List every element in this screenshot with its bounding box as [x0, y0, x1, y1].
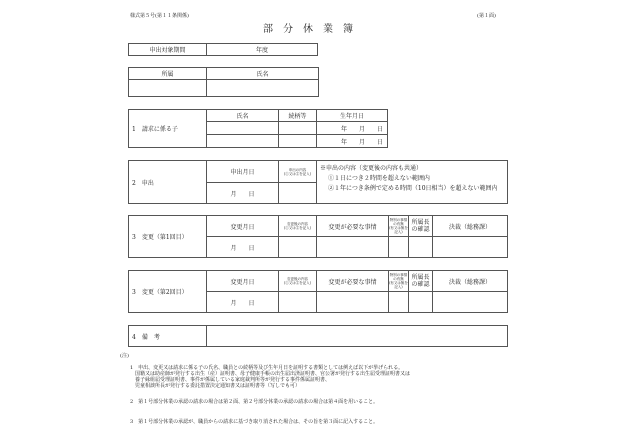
option-2: ②１年につき条例で定める時間（10日相当）を超えない範囲内 [328, 185, 498, 192]
special-sub: (有又は無を記入) [389, 281, 408, 289]
approval-header: 決裁（総務課） [433, 271, 508, 292]
change-reason-header: 変更が必要な事情 [317, 271, 389, 292]
change-reason-field[interactable] [317, 237, 389, 258]
special-header [389, 216, 409, 237]
child-name-header: 氏名 [207, 110, 279, 122]
relation-field[interactable] [279, 122, 317, 135]
period-label: 申出対象期間 [129, 44, 207, 56]
change-date-field[interactable]: 月 日 [207, 292, 279, 313]
note-item: 国籍又は助産師が発行する出生（産）証明書、母子健康手帳の出生届出済証明書、官公署が発行する出生届受理証明書又は [130, 371, 411, 377]
content-header-sub: (①又は②を記入) [283, 171, 312, 176]
dept-header: 所属 [129, 68, 207, 80]
name-field[interactable] [207, 80, 319, 97]
note-item: 養子縁組届受理証明書、事件が係属している家庭裁判所等が発行する事件係属証明書、 [130, 377, 331, 383]
chief-header: 所属長の確認 [409, 216, 433, 237]
note-item: 1 申出、変更又は請求に係る子の氏名、職員との続柄等及び生年月日を証明する書類としては例えば以下が挙げられる。 [130, 365, 404, 371]
period-value[interactable]: 年度 [207, 44, 318, 56]
child-name-field[interactable] [207, 135, 279, 148]
change-date-header: 変更月日 [207, 271, 279, 292]
change-1-table [128, 215, 508, 258]
approval-field[interactable] [433, 237, 508, 258]
option-1: ①１日につき２時間を超えない範囲内 [328, 175, 430, 182]
special-text: 特別の事情の有無 [389, 273, 408, 281]
child-section-label: 1 請求に係る子 [129, 110, 207, 148]
special-header [389, 271, 409, 292]
change-content-text: 変更後の内容 [287, 222, 308, 226]
application-content-header [279, 161, 317, 183]
change-reason-field[interactable] [317, 292, 389, 313]
change-content-field[interactable] [279, 292, 317, 313]
approval-header: 決裁（総務課） [433, 216, 508, 237]
change-2-section-label: 3 変更（第2回目） [129, 271, 207, 313]
special-text: 特別の事情の有無 [389, 218, 408, 226]
period-table [128, 43, 318, 56]
chief-field[interactable] [409, 237, 433, 258]
change-reason-header: 変更が必要な事情 [317, 216, 389, 237]
special-sub: (有又は無を記入) [389, 226, 408, 234]
dept-field[interactable] [129, 80, 207, 97]
change-content-text: 変更後の内容 [287, 277, 308, 281]
birth-field[interactable]: 年 月 日 [317, 135, 388, 148]
page-indicator: (第１面) [477, 13, 496, 19]
relation-header: 続柄等 [279, 110, 317, 122]
notes [120, 353, 410, 425]
notes-heading: (注) [120, 353, 129, 359]
remarks-field[interactable] [207, 326, 508, 347]
change-content-field[interactable] [279, 237, 317, 258]
application-note-cell [317, 161, 508, 204]
application-date-field[interactable]: 月 日 [207, 183, 279, 204]
approval-field[interactable] [433, 292, 508, 313]
change-2-table [128, 270, 508, 313]
name-header: 氏名 [207, 68, 319, 80]
application-note-header: ※申出の内容（変更後の内容も共通） [320, 165, 423, 172]
remarks-label: 4 備 考 [129, 326, 207, 347]
birth-header: 生年月日 [317, 110, 388, 122]
change-date-field[interactable]: 月 日 [207, 237, 279, 258]
change-content-sub: (①又は②を記入) [283, 226, 312, 230]
application-section-label: 2 申出 [129, 161, 207, 204]
change-1-section-label: 3 変更（第1回目） [129, 216, 207, 258]
employee-table [128, 67, 319, 97]
remarks-table [128, 325, 508, 347]
relation-field[interactable] [279, 135, 317, 148]
child-table [128, 109, 388, 148]
note-item: 児童相談所長が発行する委託措置決定通知書又は証明書等（写しでも可） [130, 383, 301, 389]
chief-field[interactable] [409, 292, 433, 313]
change-content-sub: (①又は②を記入) [283, 281, 312, 285]
special-field[interactable] [389, 292, 409, 313]
application-table [128, 160, 508, 204]
application-content-field[interactable] [279, 183, 317, 204]
change-date-header: 変更月日 [207, 216, 279, 237]
birth-field[interactable]: 年 月 日 [317, 122, 388, 135]
special-field[interactable] [389, 237, 409, 258]
content-header-text: 申出の内容 [288, 167, 307, 172]
note-item: 2 第１号部分休業の承認の請求の場合は第２面、第２号部分休業の承認の請求の場合は第４面を用いること。 [130, 399, 379, 405]
note-item: 3 第１号部分休業の承認が、職員からの請求に基づき取り消された場合は、その旨を第３面に記入すること。 [130, 419, 379, 425]
page-title: 部 分 休 業 簿 [263, 24, 353, 35]
child-name-field[interactable] [207, 122, 279, 135]
form-number: 様式第５号(第１１条関係) [130, 13, 189, 19]
application-date-header: 申出月日 [207, 161, 279, 183]
chief-header: 所属長の確認 [409, 271, 433, 292]
change-content-header [279, 271, 317, 292]
change-content-header [279, 216, 317, 237]
